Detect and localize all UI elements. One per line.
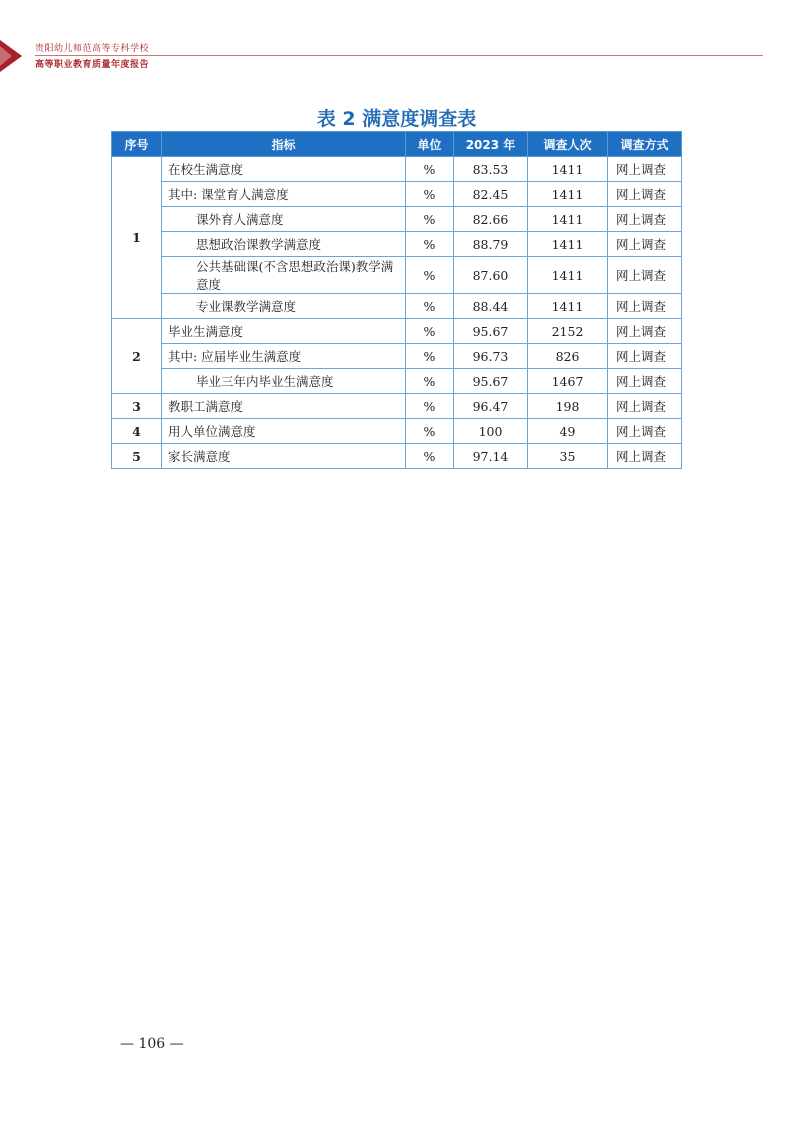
page-header <box>0 36 793 76</box>
cell-value-2023: 88.44 <box>454 294 528 319</box>
cell-indicator: 思想政治课教学满意度 <box>162 232 406 257</box>
table-row <box>112 182 682 207</box>
table-row <box>112 157 682 182</box>
cell-survey-method: 网上调查 <box>608 157 682 182</box>
col-header-indicator: 指标 <box>162 132 406 157</box>
cell-value-2023: 82.45 <box>454 182 528 207</box>
row-seq: 3 <box>112 394 162 419</box>
cell-unit: % <box>406 182 454 207</box>
cell-value-2023: 88.79 <box>454 232 528 257</box>
table-row <box>112 344 682 369</box>
cell-survey-method: 网上调查 <box>608 207 682 232</box>
col-header-method: 调查方式 <box>608 132 682 157</box>
col-header-unit: 单位 <box>406 132 454 157</box>
cell-indicator: 教职工满意度 <box>162 394 406 419</box>
cell-survey-method: 网上调查 <box>608 394 682 419</box>
cell-value-2023: 83.53 <box>454 157 528 182</box>
page-number: — 106 — <box>120 1036 184 1052</box>
cell-survey-count: 1411 <box>528 232 608 257</box>
cell-survey-method: 网上调查 <box>608 444 682 469</box>
cell-indicator: 其中: 课堂育人满意度 <box>162 182 406 207</box>
table-row <box>112 369 682 394</box>
table-row <box>112 319 682 344</box>
cell-indicator: 公共基础课(不含思想政治课)教学满意度 <box>162 257 406 294</box>
cell-survey-method: 网上调查 <box>608 182 682 207</box>
cell-survey-count: 1411 <box>528 207 608 232</box>
cell-unit: % <box>406 444 454 469</box>
cell-survey-count: 826 <box>528 344 608 369</box>
cell-survey-count: 49 <box>528 419 608 444</box>
cell-value-2023: 87.60 <box>454 257 528 294</box>
cell-unit: % <box>406 157 454 182</box>
cell-indicator: 毕业三年内毕业生满意度 <box>162 369 406 394</box>
cell-survey-count: 35 <box>528 444 608 469</box>
table-row <box>112 394 682 419</box>
table-row <box>112 232 682 257</box>
cell-unit: % <box>406 394 454 419</box>
cell-survey-method: 网上调查 <box>608 319 682 344</box>
table-row <box>112 294 682 319</box>
cell-unit: % <box>406 369 454 394</box>
cell-survey-count: 2152 <box>528 319 608 344</box>
col-header-seq: 序号 <box>112 132 162 157</box>
cell-unit: % <box>406 344 454 369</box>
row-seq: 2 <box>112 319 162 394</box>
cell-unit: % <box>406 257 454 294</box>
table-header-row <box>112 132 682 157</box>
cell-indicator: 专业课教学满意度 <box>162 294 406 319</box>
cell-unit: % <box>406 319 454 344</box>
cell-indicator: 家长满意度 <box>162 444 406 469</box>
row-seq: 1 <box>112 157 162 319</box>
cell-indicator: 用人单位满意度 <box>162 419 406 444</box>
cell-value-2023: 100 <box>454 419 528 444</box>
table-row <box>112 444 682 469</box>
row-seq: 4 <box>112 419 162 444</box>
header-arrow-icon <box>0 40 22 72</box>
table-row <box>112 207 682 232</box>
cell-value-2023: 96.47 <box>454 394 528 419</box>
satisfaction-table <box>111 131 682 469</box>
cell-value-2023: 82.66 <box>454 207 528 232</box>
cell-survey-count: 1411 <box>528 157 608 182</box>
cell-survey-count: 1467 <box>528 369 608 394</box>
cell-survey-method: 网上调查 <box>608 232 682 257</box>
cell-survey-count: 198 <box>528 394 608 419</box>
school-name: 贵阳幼儿师范高等专科学校 <box>35 44 150 54</box>
table-body <box>112 157 682 469</box>
table-row <box>112 419 682 444</box>
cell-unit: % <box>406 294 454 319</box>
cell-survey-method: 网上调查 <box>608 369 682 394</box>
cell-unit: % <box>406 232 454 257</box>
table-title: 表 2 满意度调查表 <box>316 108 477 130</box>
cell-survey-count: 1411 <box>528 294 608 319</box>
cell-indicator: 其中: 应届毕业生满意度 <box>162 344 406 369</box>
cell-survey-method: 网上调查 <box>608 344 682 369</box>
header-divider <box>35 55 763 56</box>
cell-survey-method: 网上调查 <box>608 294 682 319</box>
cell-survey-count: 1411 <box>528 182 608 207</box>
cell-value-2023: 95.67 <box>454 319 528 344</box>
col-header-2023: 2023 年 <box>454 132 528 157</box>
cell-survey-method: 网上调查 <box>608 419 682 444</box>
table-row <box>112 257 682 294</box>
row-seq: 5 <box>112 444 162 469</box>
cell-indicator: 在校生满意度 <box>162 157 406 182</box>
cell-indicator: 毕业生满意度 <box>162 319 406 344</box>
report-name: 高等职业教育质量年度报告 <box>35 60 150 70</box>
cell-value-2023: 97.14 <box>454 444 528 469</box>
cell-survey-count: 1411 <box>528 257 608 294</box>
col-header-count: 调查人次 <box>528 132 608 157</box>
cell-unit: % <box>406 207 454 232</box>
cell-survey-method: 网上调查 <box>608 257 682 294</box>
cell-indicator: 课外育人满意度 <box>162 207 406 232</box>
cell-unit: % <box>406 419 454 444</box>
cell-value-2023: 96.73 <box>454 344 528 369</box>
cell-value-2023: 95.67 <box>454 369 528 394</box>
